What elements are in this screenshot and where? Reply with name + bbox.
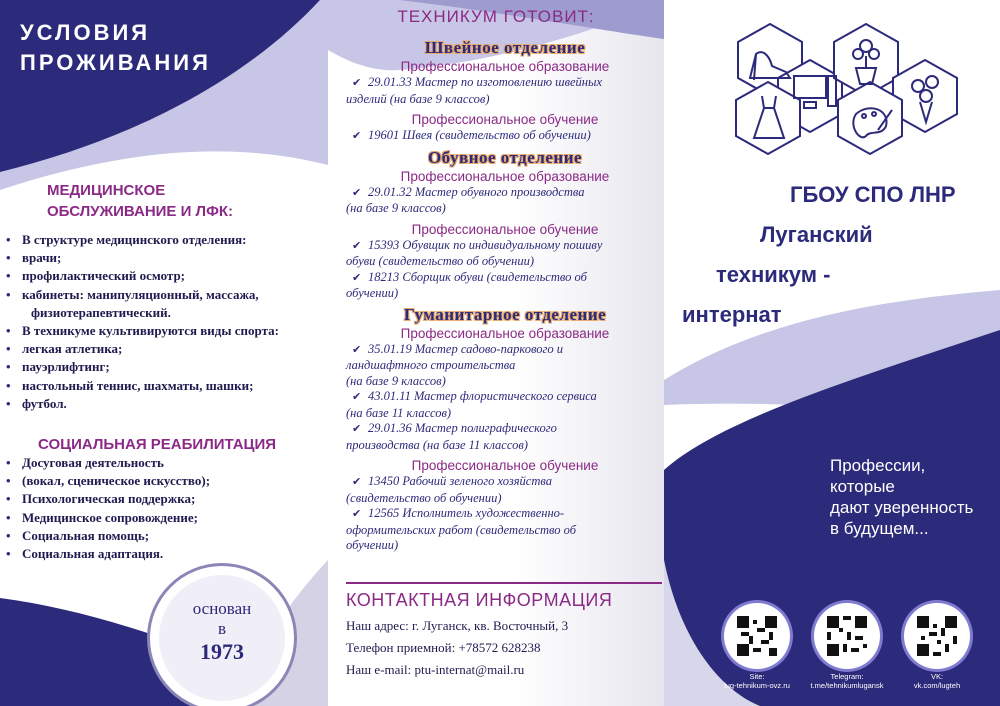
list-item: • врачи; (0, 249, 320, 267)
list-item: • футбол. (0, 395, 320, 413)
living-conditions-title: УСЛОВИЯ ПРОЖИВАНИЯ (20, 20, 211, 75)
qr-code-icon (827, 616, 867, 656)
list-item: • Медицинское сопровождение; (0, 509, 320, 527)
list-item: • Психологическая поддержка; (0, 490, 320, 508)
check-icon: ✔ (352, 508, 362, 520)
org-name-line4: интернат (682, 302, 782, 327)
list-item: • В структуре медицинского отделения: (0, 231, 320, 249)
list-item: • (вокал, сценическое искусство); (0, 472, 320, 490)
check-icon: ✔ (352, 271, 362, 284)
contact-phone: Телефон приемной: +78572 628238 (346, 640, 541, 655)
list-item: • Социальная помощь; (0, 527, 320, 545)
qr-code-icon (737, 616, 777, 656)
social-list (0, 454, 320, 563)
list-item: • Социальная адаптация. (0, 545, 320, 563)
check-icon: ✔ (352, 476, 362, 488)
qr-code-telegram[interactable] (814, 603, 880, 669)
list-item: • легкая атлетика; (0, 340, 320, 358)
founded-badge: основан в 1973 (150, 566, 294, 706)
list-item: ✔ 43.01.11 Мастер флористического сервиса (346, 389, 664, 406)
org-name-line3: техникум - (716, 262, 831, 287)
qr-code-site[interactable] (724, 603, 790, 669)
list-item: физиотерапевтический. (31, 304, 171, 320)
list-item: ✔ 12565 Исполнитель художественно- (346, 506, 664, 523)
social-heading: СОЦИАЛЬНАЯ РЕАБИЛИТАЦИЯ (38, 436, 277, 453)
list-item: • кабинеты: манипуляционный, массажа, (0, 286, 320, 304)
list-item: ✔ 35.01.19 Мастер садово-паркового и (346, 342, 664, 359)
department-humanities: Гуманитарное отделение (403, 304, 607, 324)
contact-divider (346, 582, 662, 584)
department-shoe: Обувное отделение (427, 147, 583, 167)
list-item: • профилактический осмотр; (0, 267, 320, 285)
department-sewing: Швейное отделение (424, 38, 586, 57)
qr-caption-site: Site: lug-tehnikum-ovz.ru (724, 672, 790, 690)
profession-icons (720, 18, 980, 158)
list-item: • Досуговая деятельность (0, 454, 320, 472)
check-icon: ✔ (352, 391, 362, 403)
medical-list (0, 231, 320, 413)
list-item: • настольный теннис, шахматы, шашки; (0, 377, 320, 395)
check-icon: ✔ (352, 343, 362, 356)
list-item: ✔ 15393 Обувщик по индивидуальному пошиву (346, 238, 664, 255)
list-item: ✔ 29.01.36 Мастер полиграфического (346, 421, 664, 438)
contact-title: КОНТАКТНАЯ ИНФОРМАЦИЯ (346, 590, 613, 610)
check-icon: ✔ (352, 423, 362, 435)
check-icon: ✔ (352, 130, 362, 142)
org-name-line2: Луганский (760, 222, 873, 247)
org-name-line1: ГБОУ СПО ЛНР (790, 182, 956, 207)
programs-title: ТЕХНИКУМ ГОТОВИТ: (397, 7, 595, 26)
qr-code-vk[interactable] (904, 603, 970, 669)
list-item: ✔ 19601 Швея (свидетельство об обучении) (346, 128, 664, 145)
programs-list: Швейное отделение Профессиональное образование ✔ 29.01.33 Мастер по изготовлению швейных изделий (на базе 9 классов) Профессиональное обучение ✔ 19601 Швея (свидетельство об обучении) Обувное отделение Профессиональное образование ✔ 29.01.32 Мастер обувного производства (на базе 9 классов) Профессиональное обучение ✔ 15393 Обувщик по индивидуальному пошиву обуви (свидетельство об обучении) ✔ 18213 Сборщик обуви (свидетельство об обучении) Гуманитарное отделение Профессиональное образование ✔ 35.01.19 Мастер садово-паркового и ландшафтного строительства (на базе 9 классов) ✔ 43.01.11 Мастер флористического сервиса (на базе 11 классов) ✔ 29.01.36 Мастер полиграфического производства (на базе 11 классов) Профессиональное обучение ✔ 13450 Рабочий зеленого хозяйства (свидетельство об обучении) ✔ 12565 Исполнитель художественно- оформительских работ (свидетельство об обучении) (346, 38, 664, 554)
contact-address: Наш адрес: г. Луганск, кв. Восточный, 3 (346, 618, 569, 633)
list-item: ✔ 29.01.32 Мастер обувного производства (346, 185, 664, 202)
slogan: Профессии, которые дают уверенность в будущем... (830, 456, 974, 538)
check-icon: ✔ (352, 77, 362, 89)
list-item: • В техникуме культивируются виды спорта: (0, 322, 320, 340)
list-item: • пауэрлифтинг; (0, 358, 320, 376)
list-item: ✔ 18213 Сборщик обуви (свидетельство об (346, 270, 664, 287)
list-item: ✔ 13450 Рабочий зеленого хозяйства (346, 474, 664, 491)
qr-caption-telegram: Telegram: t.me/tehnikumlugansk (810, 672, 884, 690)
qr-code-icon (917, 616, 957, 656)
contact-email[interactable]: Наш e-mail: ptu-internat@mail.ru (346, 662, 525, 677)
list-item: ✔ 29.01.33 Мастер по изготовлению швейных (346, 75, 664, 92)
medical-heading: МЕДИЦИНСКОЕ ОБСЛУЖИВАНИЕ И ЛФК: (47, 182, 234, 220)
check-icon: ✔ (352, 186, 362, 199)
check-icon: ✔ (352, 239, 362, 252)
qr-caption-vk: VK: vk.com/lugteh (913, 672, 961, 690)
